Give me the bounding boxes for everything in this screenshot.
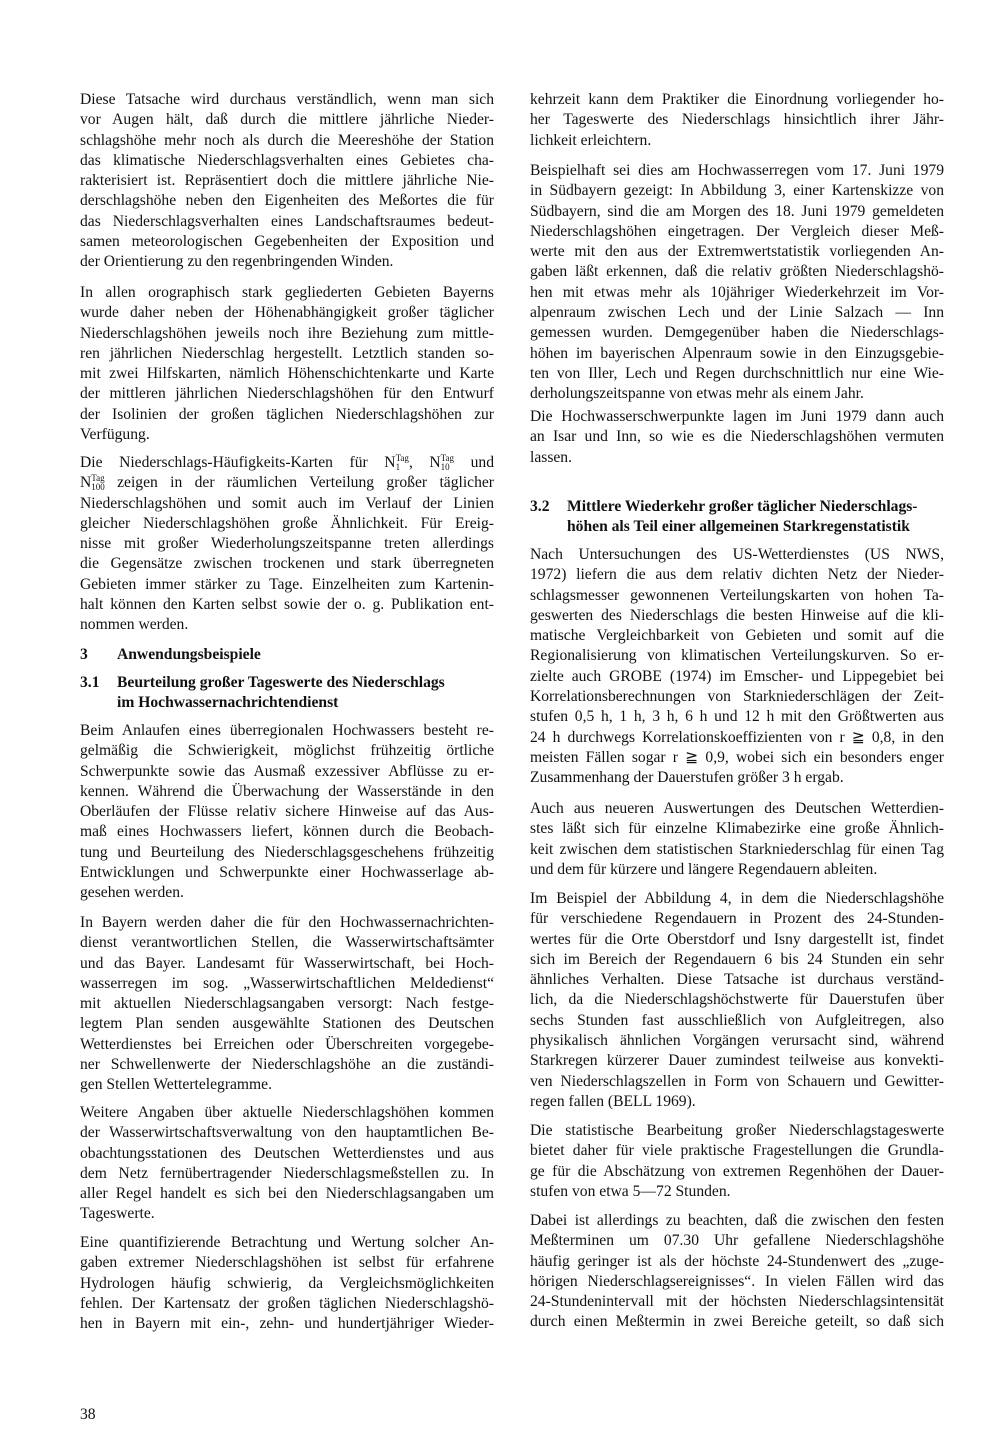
text-line: sich im Bereich der Regendauern 6 bis 24 Stunden ein sehr — [530, 950, 944, 968]
text-line: stufen von etwa 5—72 Stunden. — [530, 1182, 731, 1200]
text-line: gaben läßt erkennen, daß die relativ größten Niederschlagshö- — [530, 263, 944, 281]
text-line: gen Stellen Wettertelegramme. — [80, 1076, 273, 1094]
text-line: Südbayern, sind die am Morgen des 18. Juni 1979 gemeldeten — [530, 202, 944, 220]
text-line: gemessen wurden. Demgegenüber haben die Niederschlags- — [530, 324, 944, 342]
text-line: lich, da die Niederschlagshöchstwerte für Dauerstufen über — [530, 991, 944, 1009]
text-line: Niederschlagshöhen jeweils noch ihre Beziehung zum mittle- — [80, 324, 494, 342]
text-line: hen mit etwas mehr als 10jähriger Wiederkehrzeit im Vor- — [530, 283, 944, 301]
subscript: 10 — [440, 462, 450, 472]
text-line: Korrelationsberechnungen von Starkniederschlägen der Zeit- — [530, 688, 944, 706]
section-number: 3.2 — [530, 498, 550, 515]
text-line: halt können den Karten selbst sowie der o. g. Publikation ent- — [80, 596, 494, 614]
text-line: meisten Fällen sogar r ≧ 0,9, wobei sich ein besonders enger — [530, 748, 944, 766]
index-notation — [441, 454, 454, 472]
text-line: Im Beispiel der Abbildung 4, in dem die Niederschlagshöhe — [530, 890, 944, 907]
text-line: Verfügung. — [80, 426, 150, 444]
text-line: und das Bayer. Landesamt für Wasserwirtschaft, bei Hoch- — [80, 954, 494, 972]
text-line: lassen. — [530, 448, 573, 466]
text-line: hörigen Niederschlagsereignisses“. In vielen Fällen wird das — [530, 1272, 944, 1290]
text-line: Oberläufen der Flüsse relativ sichere Hinweise auf das Aus- — [80, 803, 494, 821]
section-heading — [80, 673, 494, 714]
text-line: in Südbayern gezeigt: In Abbildung 3, einer Kartenskizze von — [530, 182, 944, 200]
text-line: samen meteorologischen Gegebenheiten der Exposition und — [80, 233, 494, 251]
text-line: höhen im bayerischen Alpenraum sowie in den Einzugsgebie- — [530, 344, 944, 362]
text-line: mit zwei Hilfskarten, nämlich Höhenschichtenkarte und Karte — [80, 365, 494, 383]
text-line: her Tageswerte des Niederschlags hinsichtlich ihrer Jähr- — [530, 111, 944, 129]
section-heading — [530, 497, 944, 538]
text-line: alpenraum zwischen Lech und der Linie Salzach — Inn — [530, 304, 944, 322]
text-line: vor Augen hält, daß durch die mittlere jährliche Nieder- — [80, 111, 494, 129]
paragraph — [80, 1103, 494, 1225]
index-notation — [396, 454, 409, 472]
text-line: Zusammenhang der Dauerstufen größer 3 h ergab. — [530, 769, 844, 787]
text-line: fehlen. Der Kartensatz der großen täglichen Niederschlagshö- — [80, 1294, 494, 1312]
text-line: sechs Stunden fast ausschließlich von Aufgleitregen, also — [530, 1011, 944, 1029]
text-line: aller Regel handelt es sich bei den Niederschlagsangaben um — [80, 1185, 494, 1203]
superscript: Tag — [440, 453, 455, 463]
paragraph — [530, 799, 944, 880]
text-line: kehrzeit kann dem Praktiker die Einordnung vorliegender ho- — [530, 91, 944, 108]
text-line: ähnliches Verhalten. Diese Tatsache ist durchaus verständ- — [530, 971, 944, 989]
text-line: 24 h durchwegs Korrelationskoeffizienten von r ≧ 0,8, in den — [530, 728, 944, 746]
paragraph — [80, 90, 494, 273]
text-line: nommen werden. — [80, 616, 189, 634]
text-line: und dem für kürzere und längere Regendauern ableiten. — [530, 860, 878, 878]
text-line: gesehen werden. — [80, 884, 184, 902]
subscript: 100 — [91, 482, 105, 493]
text-line: schlagsmesser gewonnenen Verteilungskarten von hohen Ta- — [530, 586, 944, 604]
text-line: das Niederschlagsverhalten eines Landschaftsraumes bedeut- — [80, 212, 494, 230]
paragraph — [80, 721, 494, 904]
subscript: 1 — [395, 462, 401, 472]
paragraph — [530, 1121, 944, 1202]
text-line: legtem Plan senden ausgewählte Stationen des Deutschen — [80, 1015, 494, 1033]
text-line: gleicher Niederschlagshöhen große Ähnlichkeit. Für Ereig- — [80, 514, 494, 532]
text-line: regen fallen (BELL 1969). — [530, 1092, 696, 1110]
text-line: Starkregen kürzerer Dauer zumindest teilweise aus konvekti- — [530, 1052, 944, 1070]
text-line: matische Vergleichbarkeit von Gebieten und somit auf die — [530, 627, 944, 645]
text-line: ren jährlichen Niederschlag hergestellt. Letztlich standen so- — [80, 344, 494, 362]
text-line: geswerten des Niederschlags die besten Hinweise auf die kli- — [530, 606, 944, 624]
text-line: werte mit den aus der Extremwertstatistik vorliegenden An- — [530, 243, 944, 261]
text-line: gaben extremer Niederschlagshöhen ist selbst für erfahrene — [80, 1254, 494, 1272]
text-line: Die Niederschlags-Häufigkeits-Karten für N Tag 1 , N Tag 10 und — [80, 453, 495, 472]
text-line: Anwendungsbeispiele — [117, 646, 261, 663]
paragraph — [530, 407, 944, 468]
text-line: Die statistische Bearbeitung großer Niederschlagstageswerte — [530, 1122, 944, 1139]
text-line: dem Netz fernübertragender Niederschlagsmeßstellen zu. In — [80, 1164, 494, 1182]
left-column — [80, 0, 494, 1452]
text-line: häufig geringer ist als der höchste 24-Stundenwert des „zuge- — [530, 1252, 944, 1270]
text-line: das klimatische Niederschlagsverhalten eines Gebietes cha- — [80, 151, 494, 169]
text-line: Niederschlagshöhen eingetragen. Der Vergleich dieser Meß- — [530, 222, 944, 240]
superscript: Tag — [91, 473, 105, 484]
text-line: Wetterdienstes bei Erreichen oder Überschreiten vorgegebe- — [80, 1035, 494, 1053]
text-line: wertes für die Orte Oberstdorf und Isny dargestellt ist, findet — [530, 930, 944, 948]
text-line: Eine quantifizierende Betrachtung und Wertung solcher An- — [80, 1234, 494, 1251]
text-line: ner Schwellenwerte der Niederschlagshöhe an die zuständi- — [80, 1056, 494, 1074]
text-line: Dabei ist allerdings zu beachten, daß die zwischen den festen — [530, 1212, 944, 1229]
text-line: derholungszeitspanne von etwas mehr als einem Jahr. — [530, 385, 864, 403]
text-line: tung und Beurteilung des Niederschlagsgeschehens frühzeitig — [80, 843, 494, 861]
text-line: an Isar und Inn, so wie es die Niederschlagshöhen vermuten — [530, 428, 944, 446]
paragraph — [80, 283, 494, 445]
text-line: mit aktuellen Niederschlagsangaben versorgt: Nach festge- — [80, 995, 494, 1013]
right-column — [530, 0, 944, 1452]
text-line: stes läßt sich für einzelne Klimabezirke eine große Ähnlich- — [530, 820, 944, 838]
text-line: schlagshöhe mehr noch als durch die Meereshöhe der Station — [80, 131, 494, 149]
text-line: nisse mit großer Wiederholungszeitspanne treten allerdings — [80, 535, 494, 553]
text-line: für verschiedene Regendauern in Prozent des 24-Stunden- — [530, 910, 944, 928]
section-number: 3.1 — [80, 674, 100, 691]
page-number: 38 — [80, 1406, 96, 1423]
text-line: maß eines Hochwassers liefert, können durch die Beobach- — [80, 823, 494, 841]
text-line: keit zwischen dem statistischen Starkniederschlag für einen Tag — [530, 840, 944, 858]
text-line: physikalisch ähnlichen Vorgängen verursacht sind, während — [530, 1032, 944, 1050]
text-line: 1972) liefern die aus dem relativ dichten Netz der Nieder- — [530, 566, 944, 584]
text-line: Gebieten immer stärker zu Tage. Einzelheiten zum Kartenin- — [80, 575, 494, 593]
text-line: hen in Bayern mit ein-, zehn- und hundertjähriger Wieder- — [80, 1315, 494, 1333]
text-line: Regionalisierung von klimatischen Verteilungskurven. So er- — [530, 647, 944, 665]
text-line: Auch aus neueren Auswertungen des Deutschen Wetterdien- — [530, 800, 944, 817]
text-line: Niederschlagshöhen und somit auch im Verlauf der Linien — [80, 494, 494, 512]
paragraph — [530, 161, 944, 405]
text-line: Beurteilung großer Tageswerte des Niederschlags — [117, 674, 445, 691]
section-heading — [80, 645, 494, 665]
text-line: Nach Untersuchungen des US-Wetterdienstes (US NWS, — [530, 546, 944, 563]
text-line: dienst verantwortlichen Stellen, die Wasserwirtschaftsämter — [80, 934, 494, 952]
text-line: kennen. Während die Überwachung der Wasserstände in den — [80, 782, 494, 800]
text-line: der Orientierung zu den regenbringenden Winden. — [80, 253, 394, 271]
text-line: höhen als Teil einer allgemeinen Starkregenstatistik — [567, 518, 910, 536]
text-line: wasserregen im sog. „Wasserwirtschaftlichen Meldedienst“ — [80, 974, 494, 992]
text-line: derschlagshöhe neben den Eigenheiten des Meßortes die für — [80, 192, 494, 210]
text-line: die Gegensätze zwischen trockenen und stark überregneten — [80, 555, 494, 573]
text-line: Weitere Angaben über aktuelle Niederschlagshöhen kommen — [80, 1104, 494, 1121]
paragraph — [530, 90, 944, 151]
paragraph — [530, 1211, 944, 1333]
text-line: ten von Iller, Lech und Regen durchschnittlich nur eine Wie- — [530, 364, 944, 382]
text-line: In Bayern werden daher die für den Hochwassernachrichten- — [80, 914, 494, 931]
section-number: 3 — [80, 646, 88, 663]
text-line: Tageswerte. — [80, 1205, 155, 1223]
text-line: Schwerpunkte sowie das Ausmaß exzessiver Abflüsse zu er- — [80, 762, 494, 780]
text-line: Diese Tatsache wird durchaus verständlich, wenn man sich — [80, 91, 494, 108]
text-line: 24-Stundenintervall mit der höchsten Niederschlagsintensität — [530, 1293, 944, 1311]
text-line: N Tag 100 zeigen in der räumlichen Verteilung großer täglicher — [80, 473, 494, 493]
text-line: im Hochwassernachrichtendienst — [117, 694, 339, 712]
text-line: rakterisiert ist. Repräsentiert doch die mittlere jährliche Nie- — [80, 172, 494, 190]
text-line: obachtungsstationen des Deutschen Wetterdienstes und aus — [80, 1144, 494, 1162]
text-line: bietet daher für viele praktische Fragestellungen die Grundla- — [530, 1142, 944, 1160]
text-line: lichkeit erleichtern. — [530, 131, 652, 149]
text-line: Die Hochwasserschwerpunkte lagen im Juni 1979 dann auch — [530, 408, 944, 425]
superscript: Tag — [395, 453, 409, 463]
text-line: wurde daher neben der Höhenabhängigkeit großer täglicher — [80, 304, 494, 322]
text-line: gelmäßig die Schwierigkeit, möglichst frühzeitig örtliche — [80, 742, 494, 760]
text-line: ven Niederschlagszellen in Form von Schauern und Gewitter- — [530, 1072, 944, 1090]
text-line: In allen orographisch stark gegliederten Gebieten Bayerns — [80, 284, 494, 301]
text-line: der Isolinien der großen täglichen Niederschlagshöhen zur — [80, 405, 494, 423]
text-line: Entwicklungen und Schwerpunkte einer Hochwasserlage ab- — [80, 864, 494, 882]
index-notation — [91, 474, 105, 492]
text-line: stufen 0,5 h, 1 h, 3 h, 6 h und 12 h mit den Größtwerten aus — [530, 708, 944, 726]
text-line: Mittlere Wiederkehr großer täglicher Niederschlags- — [567, 498, 918, 515]
paragraph — [80, 913, 494, 1096]
text-line: Beim Anlaufen eines überregionalen Hochwassers besteht re- — [80, 722, 494, 739]
paragraph — [80, 1233, 494, 1334]
text-line: Hydrologen häufig schwierig, da Vergleichsmöglichkeiten — [80, 1274, 494, 1292]
paragraph — [530, 889, 944, 1112]
text-line: Beispielhaft sei dies am Hochwasserregen vom 17. Juni 1979 — [530, 162, 944, 179]
text-line: ge für die Abschätzung von extremen Regenhöhen der Dauer- — [530, 1162, 944, 1180]
text-line: zielte auch GROBE (1974) im Emscher- und Lippegebiet bei — [530, 667, 944, 685]
text-line: der mittleren jährlichen Niederschlagshöhen für den Entwurf — [80, 385, 494, 403]
paragraph — [530, 545, 944, 789]
text-line: durch einen Meßtermin in zwei Bereiche geteilt, so daß sich — [530, 1313, 944, 1331]
paragraph — [80, 453, 494, 636]
text-line: Meßterminen um 07.30 Uhr gefallene Niederschlagshöhe — [530, 1232, 944, 1250]
text-line: der Wasserwirtschaftsverwaltung von den hauptamtlichen Be- — [80, 1124, 494, 1142]
